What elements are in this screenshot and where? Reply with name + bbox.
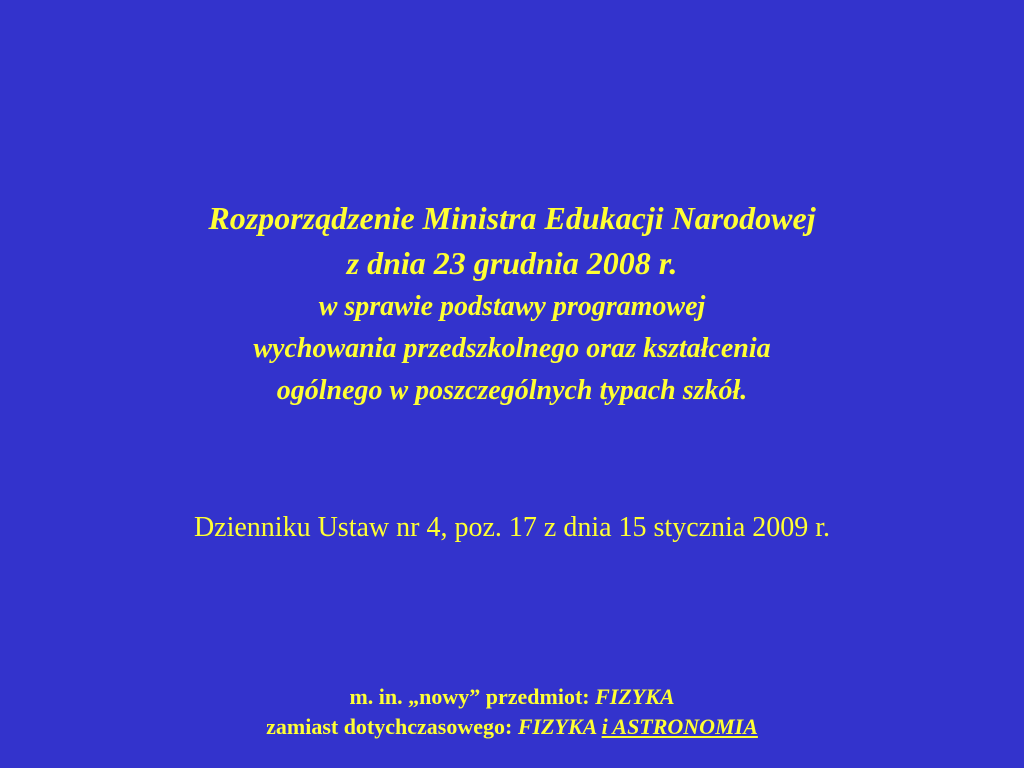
journal-reference: Dzienniku Ustaw nr 4, poz. 17 z dnia 15 stycznia 2009 r. xyxy=(193,512,831,543)
footer-note xyxy=(0,682,1024,742)
regulation-title xyxy=(0,196,1024,412)
subtitle-line-1: w sprawie podstawy programowej xyxy=(318,291,706,322)
subtitle-line-3: ogólnego w poszczególnych typach szkół. xyxy=(276,375,748,406)
footer-old-subject-prefix: zamiast dotychczasowego: xyxy=(266,714,518,739)
footer-line-new-subject xyxy=(0,682,1024,712)
footer-old-subject-underlined: i ASTRONOMIA xyxy=(601,714,758,739)
footer-old-subject-name: FIZYKA xyxy=(517,714,602,739)
subtitle-line-2: wychowania przedszkolnego oraz kształcenia xyxy=(253,333,771,364)
title-line-date: z dnia 23 grudnia 2008 r. xyxy=(346,245,678,281)
footer-new-subject-prefix: m. in. „nowy” przedmiot: xyxy=(349,684,596,709)
footer-new-subject-name: FIZYKA xyxy=(595,684,675,709)
title-line-regulation: Rozporządzenie Ministra Edukacji Narodowej xyxy=(208,200,816,236)
footer-line-old-subject xyxy=(0,712,1024,742)
